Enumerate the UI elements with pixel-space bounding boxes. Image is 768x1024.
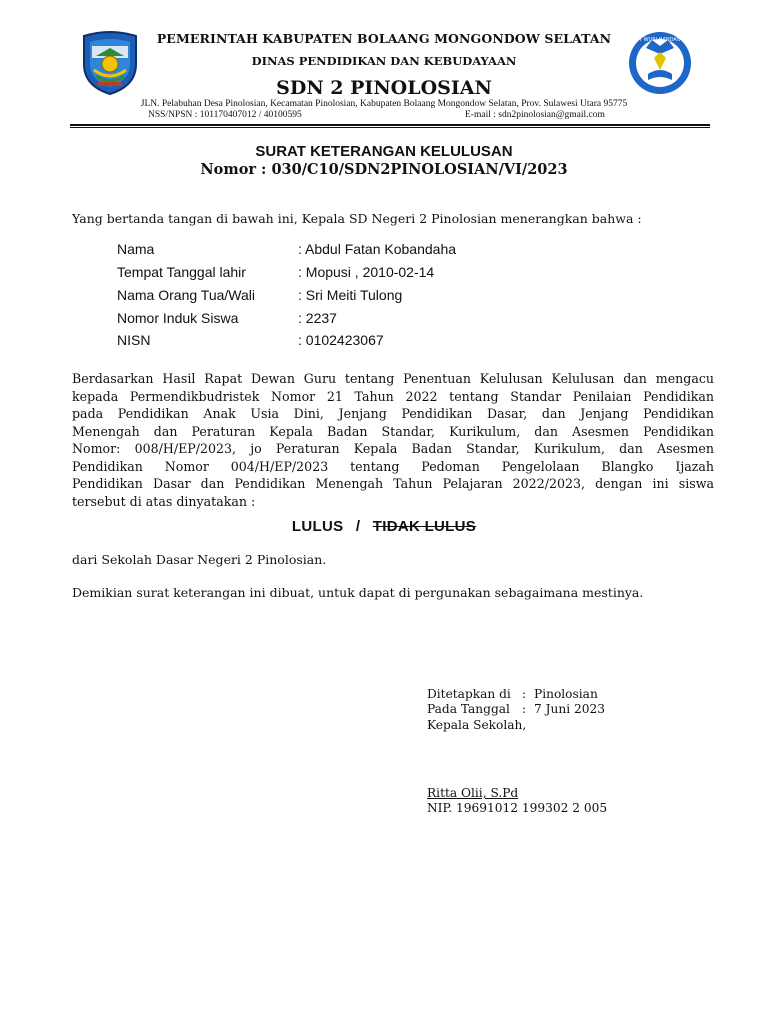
paragraph-line: Pendidikan Nomor 004/H/EP/2023 tentang Pedoman Pengelolaan Blangko Ijazah: [72, 458, 714, 474]
document-number: Nomor : 030/C10/SDN2PINOLOSIAN/VI/2023: [200, 161, 568, 178]
school-statement: dari Sekolah Dasar Negeri 2 Pinolosian.: [72, 552, 327, 567]
result-tidak-lulus: TIDAK LULUS: [372, 518, 477, 535]
school-address: JLN. Pelabuhan Desa Pinolosian, Kecamatan Pinolosian, Kabupaten Bolaang Mongondow Selatan, Prov. Sulawesi Utara 95775: [140, 99, 628, 109]
place-label: Ditetapkan di: [427, 687, 511, 701]
department-name: DINAS PENDIDIKAN DAN KEBUDAYAAN: [251, 54, 517, 68]
student-number-value: : 2237: [298, 310, 337, 326]
closing-statement: Demikian surat keterangan ini dibuat, untuk dapat di pergunakan sebagaimana mestinya.: [72, 585, 644, 600]
parent-label: Nama Orang Tua/Wali: [117, 287, 255, 303]
student-number-label: Nomor Induk Siswa: [117, 310, 239, 326]
svg-text:TUT WURI HANDAYANI: TUT WURI HANDAYANI: [632, 37, 688, 43]
signer-name: Ritta Olii, S.Pd: [427, 786, 519, 800]
paragraph-line: Berdasarkan Hasil Rapat Dewan Guru tentang Penentuan Kelulusan Kelulusan dan mengacu: [72, 371, 714, 386]
decision-paragraph: [72, 370, 714, 510]
school-name: SDN 2 PINOLOSIAN: [276, 77, 492, 99]
paragraph-line: pada Pendidikan Anak Usia Dini, Jenjang Pendidikan Dasar, dan Jenjang Pendidikan: [72, 406, 714, 421]
signer-role: Kepala Sekolah,: [427, 718, 527, 732]
nisn-value: : 0102423067: [298, 332, 384, 348]
birth-value: : Mopusi , 2010-02-14: [298, 264, 435, 280]
paragraph-line: tersebut di atas dinyatakan :: [72, 493, 256, 509]
place-colon: :: [522, 687, 527, 701]
signer-nip: NIP. 19691012 199302 2 005: [427, 801, 608, 815]
graduation-result: [0, 518, 768, 535]
birth-label: Tempat Tanggal lahir: [117, 264, 246, 280]
document-title: SURAT KETERANGAN KELULUSAN: [255, 143, 513, 160]
nisn-label: NISN: [117, 332, 151, 348]
government-name: PEMERINTAH KABUPATEN BOLAANG MONGONDOW SELATAN: [156, 31, 612, 46]
paragraph-line: Nomor: 008/H/EP/2023, jo Peraturan Kepala Badan Standar, Kurikulum, dan Asesmen: [72, 441, 714, 456]
student-name-value: : Abdul Fatan Kobandaha: [298, 241, 457, 257]
intro-text: Yang bertanda tangan di bawah ini, Kepala SD Negeri 2 Pinolosian menerangkan bahwa :: [72, 211, 642, 226]
date-colon: :: [522, 702, 527, 716]
paragraph-line: kepada Permendikbudristek Nomor 21 Tahun 2022 tentang Standar Penilaian Pendidikan: [72, 388, 714, 404]
paragraph-line: Menengah dan Peraturan Kepala Badan Standar, Kurikulum, dan Asesmen Pendidikan: [72, 423, 714, 439]
school-email: E-mail : sdn2pinolosian@gmail.com: [465, 110, 605, 120]
header-divider: [70, 124, 710, 126]
result-separator: /: [355, 518, 361, 535]
date-value: 7 Juni 2023: [534, 702, 606, 716]
result-lulus: LULUS: [291, 518, 344, 535]
place-value: Pinolosian: [534, 687, 598, 701]
paragraph-line: Pendidikan Dasar dan Pendidikan Menengah Tahun Pelajaran 2022/2023, dengan ini siswa: [72, 476, 714, 491]
date-label: Pada Tanggal: [427, 702, 510, 716]
parent-value: : Sri Meiti Tulong: [298, 287, 403, 303]
student-name-label: Nama: [117, 241, 155, 257]
nss-npsn: NSS/NPSN : 101170407012 / 40100595: [148, 110, 302, 120]
header-divider-thin: [70, 127, 710, 128]
